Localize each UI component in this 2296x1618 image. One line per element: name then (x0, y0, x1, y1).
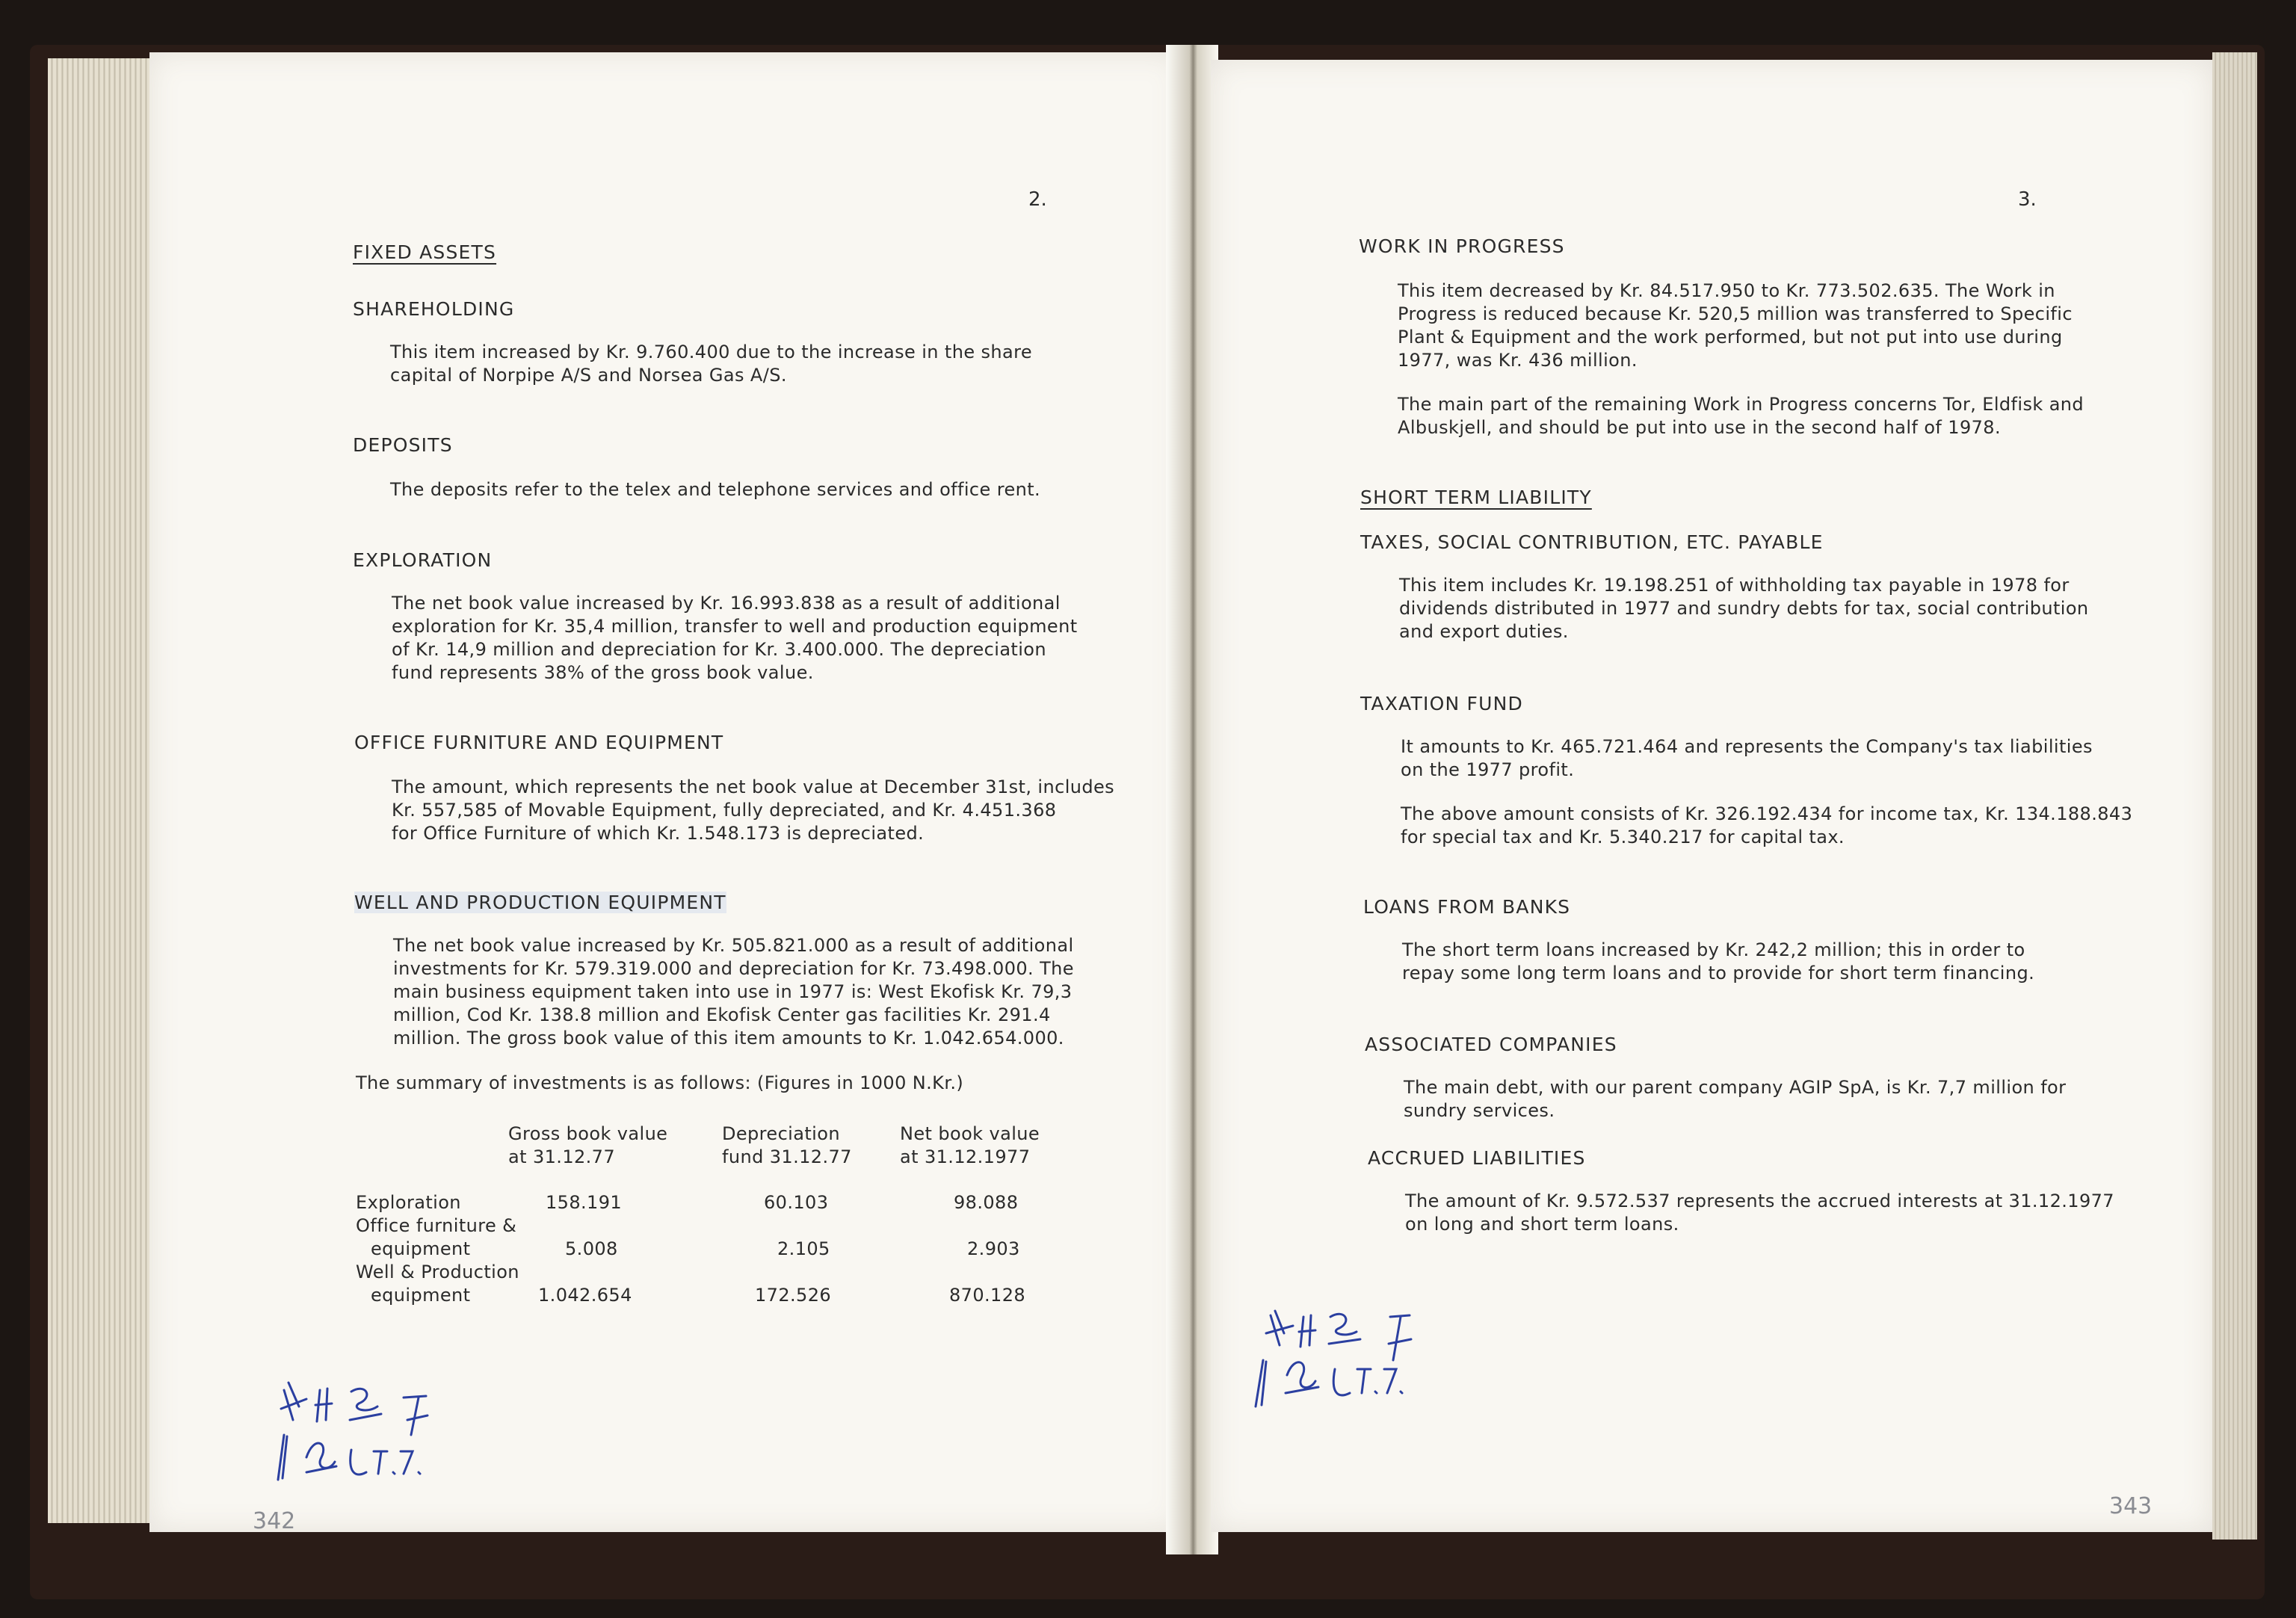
paragraph-line: investments for Kr. 579.319.000 and depreciation for Kr. 73.498.000. The (393, 958, 1074, 979)
right-page (1211, 60, 2212, 1532)
page-number: 3. (2018, 188, 2037, 211)
paragraph-line: The short term loans increased by Kr. 242,2 million; this in order to (1402, 939, 2025, 960)
paragraph-line: Progress is reduced because Kr. 520,5 million was transferred to Specific (1398, 303, 2073, 324)
paragraph-line: of Kr. 14,9 million and depreciation for Kr. 3.400.000. The depreciation (392, 639, 1046, 660)
paragraph-line: The main part of the remaining Work in Progress concerns Tor, Eldfisk and (1398, 394, 2084, 415)
paragraph-line: Plant & Equipment and the work performed, but not put into use during (1398, 327, 2063, 348)
heading-well-production (354, 891, 726, 914)
heading-deposits: DEPOSITS (353, 434, 453, 456)
well-production-heading-text: WELL AND PRODUCTION EQUIPMENT (354, 892, 726, 913)
table-cell-value: 2.903 (967, 1238, 1020, 1259)
paragraph-line: The amount of Kr. 9.572.537 represents the accrued interests at 31.12.1977 (1405, 1191, 2114, 1211)
page-edges-right (2212, 52, 2257, 1540)
paragraph-line: sundry services. (1404, 1100, 1555, 1121)
paragraph-line: Kr. 557,585 of Movable Equipment, fully depreciated, and Kr. 4.451.368 (392, 800, 1057, 821)
table-header: fund 31.12.77 (722, 1146, 852, 1167)
paragraph-line: million, Cod Kr. 138.8 million and Ekofisk Center gas facilities Kr. 291.4 (393, 1004, 1051, 1025)
table-row-label: equipment (371, 1238, 471, 1259)
paragraph-line: It amounts to Kr. 465.721.464 and represents the Company's tax liabilities (1401, 736, 2093, 757)
paragraph-line: exploration for Kr. 35,4 million, transfer to well and production equipment (392, 616, 1078, 637)
table-cell-value: 1.042.654 (538, 1285, 632, 1306)
table-cell-value: 870.128 (949, 1285, 1026, 1306)
table-cell-value: 60.103 (764, 1192, 829, 1213)
heading-associated-companies: ASSOCIATED COMPANIES (1365, 1034, 1617, 1055)
folio-number: 342 (253, 1508, 296, 1534)
paragraph-line: for special tax and Kr. 5.340.217 for capital tax. (1401, 827, 1845, 847)
table-header: Net book value (900, 1123, 1040, 1144)
paragraph-line: The net book value increased by Kr. 16.993.838 as a result of additional (392, 593, 1061, 614)
paragraph-line: main business equipment taken into use in 1977 is: West Ekofisk Kr. 79,3 (393, 981, 1073, 1002)
paragraph-line: This item increased by Kr. 9.760.400 due to the increase in the share (390, 342, 1033, 362)
page-edges-left (48, 58, 160, 1523)
page-number: 2. (1028, 188, 1047, 211)
summary-intro: The summary of investments is as follows: (Figures in 1000 N.Kr.) (356, 1072, 964, 1093)
table-cell-value: 172.526 (755, 1285, 832, 1306)
table-cell-value: 5.008 (565, 1238, 618, 1259)
handwritten-initials-signature (254, 1368, 478, 1517)
table-cell-value: 2.105 (777, 1238, 830, 1259)
heading-loans-from-banks: LOANS FROM BANKS (1363, 896, 1571, 918)
paragraph-line: The above amount consists of Kr. 326.192.434 for income tax, Kr. 134.188.843 (1401, 803, 2133, 824)
table-row-label: equipment (371, 1285, 471, 1306)
heading-office-furniture: OFFICE FURNITURE AND EQUIPMENT (354, 732, 724, 753)
paragraph-line: dividends distributed in 1977 and sundry debts for tax, social contribution (1399, 598, 2089, 619)
table-header: Gross book value (508, 1123, 668, 1144)
folio-number: 343 (2109, 1493, 2152, 1519)
table-header: Depreciation (722, 1123, 840, 1144)
paragraph-line: The main debt, with our parent company AGIP SpA, is Kr. 7,7 million for (1404, 1077, 2067, 1098)
paragraph-line: on the 1977 profit. (1401, 759, 1575, 780)
paragraph-line: 1977, was Kr. 436 million. (1398, 350, 1638, 371)
paragraph-line: million. The gross book value of this item amounts to Kr. 1.042.654.000. (393, 1028, 1064, 1049)
paragraph-line: The amount, which represents the net book value at December 31st, includes (392, 776, 1115, 797)
heading-accrued-liabilities: ACCRUED LIABILITIES (1368, 1147, 1586, 1169)
paragraph-line: on long and short term loans. (1405, 1214, 1679, 1235)
heading-work-in-progress: WORK IN PROGRESS (1359, 235, 1565, 257)
paragraph-line: capital of Norpipe A/S and Norsea Gas A/S. (390, 365, 787, 386)
paragraph-line: The deposits refer to the telex and telephone services and office rent. (390, 479, 1041, 500)
table-row-label: Well & Production (356, 1262, 519, 1282)
section-heading-short-term-liability: SHORT TERM LIABILITY (1360, 487, 1592, 508)
section-heading-fixed-assets: FIXED ASSETS (353, 241, 497, 263)
table-cell-value: 158.191 (546, 1192, 623, 1213)
table-cell-value: 98.088 (954, 1192, 1019, 1213)
paragraph-line: repay some long term loans and to provide for short term financing. (1402, 963, 2035, 984)
heading-shareholding: SHAREHOLDING (353, 298, 515, 320)
paragraph-line: This item decreased by Kr. 84.517.950 to Kr. 773.502.635. The Work in (1398, 280, 2055, 301)
paragraph-line: for Office Furniture of which Kr. 1.548.173 is depreciated. (392, 823, 925, 844)
paragraph-line: This item includes Kr. 19.198.251 of withholding tax payable in 1978 for (1399, 575, 2070, 596)
table-row-label: Office furniture & (356, 1215, 517, 1236)
handwritten-initials-signature (1241, 1300, 1450, 1427)
table-header: at 31.12.1977 (900, 1146, 1031, 1167)
table-header: at 31.12.77 (508, 1146, 616, 1167)
paragraph-line: and export duties. (1399, 621, 1569, 642)
table-row-label: Exploration (356, 1192, 461, 1213)
paragraph-line: Albuskjell, and should be put into use in the second half of 1978. (1398, 417, 2001, 438)
paragraph-line: The net book value increased by Kr. 505.821.000 as a result of additional (393, 935, 1074, 956)
heading-exploration: EXPLORATION (353, 549, 493, 571)
paragraph-line: fund represents 38% of the gross book value. (392, 662, 814, 683)
heading-taxes: TAXES, SOCIAL CONTRIBUTION, ETC. PAYABLE (1360, 531, 1824, 553)
heading-taxation-fund: TAXATION FUND (1360, 693, 1523, 714)
left-page (149, 52, 1181, 1532)
